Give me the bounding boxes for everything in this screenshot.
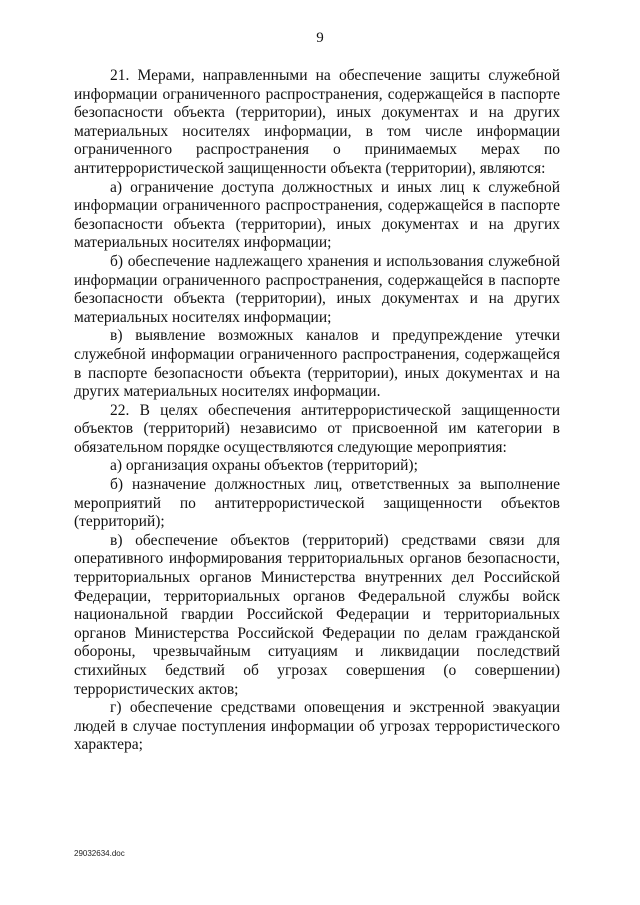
document-body [74, 67, 560, 755]
page-number: 9 [316, 30, 324, 46]
paragraph-22: 22. В целях обеспечения антитеррористической защищенности объектов (территорий) независимо от присвоенной им категории в обязательном порядке осуществляются следующие мероприятия: [74, 401, 560, 456]
paragraph-21: 21. Мерами, направленными на обеспечение защиты служебной информации ограниченного распространения, содержащейся в паспорте безопасности объекта (территории), иных документах и на других материальных носителях информации, в том числе информации ограниченного распространения о принимаемых мерах по антитеррористической защищенности объекта (территории), являются: [74, 67, 560, 177]
document-filename: 29032634.doc [74, 849, 125, 858]
paragraph-21-a: а) ограничение доступа должностных и иных лиц к служебной информации ограниченного распространения, содержащейся в паспорте безопасности объекта (территории), иных документах и на других материальных носителях информации; [74, 178, 560, 252]
paragraph-21-v: в) выявление возможных каналов и предупреждение утечки служебной информации ограниченного распространения, содержащейся в паспорте безопасности объекта (территории), иных документах и на других материальных носителях информации. [74, 327, 560, 401]
paragraph-22-b: б) назначение должностных лиц, ответственных за выполнение мероприятий по антитеррористической защищенности объектов (территорий); [74, 476, 560, 531]
paragraph-22-v: в) обеспечение объектов (территорий) средствами связи для оперативного информирования территориальных органов безопасности, территориальных органов Министерства внутренних дел Российской Федерации, территориальных органов Федеральной службы войск национальной гвардии Российской Федерации и территориальных органов Министерства Российской Федерации по делам гражданской обороны, чрезвычайным ситуациям и ликвидации последствий стихийных бедствий об угрозах совершения (о совершении) террористических актов; [74, 531, 560, 698]
paragraph-21-b: б) обеспечение надлежащего хранения и использования служебной информации ограниченного распространения, содержащейся в паспорте безопасности объекта (территории), иных документах и на других материальных носителях информации; [74, 252, 560, 326]
paragraph-22-g: г) обеспечение средствами оповещения и экстренной эвакуации людей в случае поступления информации об угрозах террористического характера; [74, 699, 560, 754]
paragraph-22-a: а) организация охраны объектов (территорий); [110, 457, 418, 475]
